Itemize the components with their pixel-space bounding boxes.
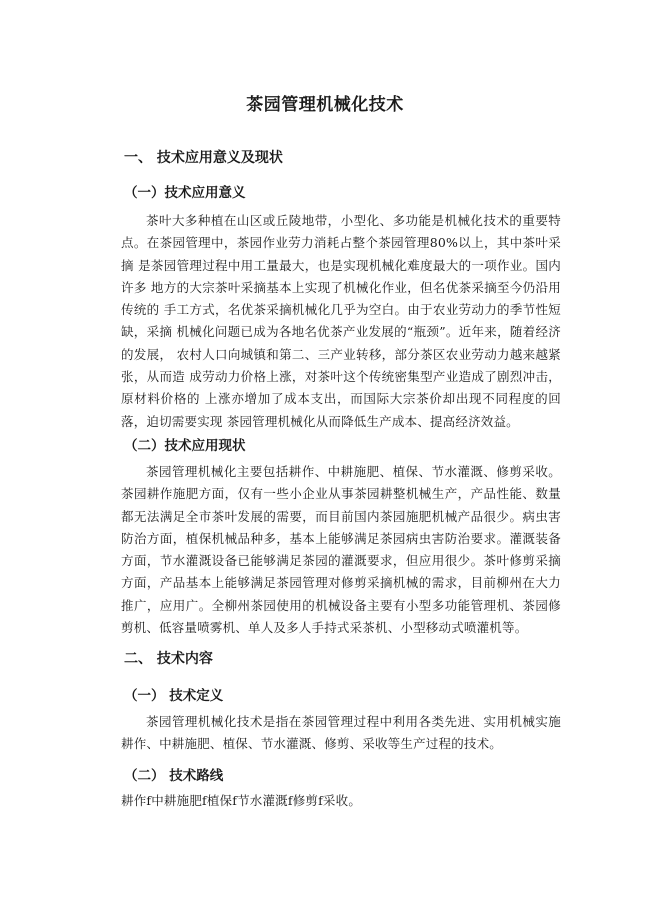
subsection-heading-route: （二） 技术路线 (124, 768, 224, 784)
subsection-heading-significance: （一）技术应用意义 (124, 185, 246, 201)
paragraph-status: 茶园管理机械化主要包括耕作、中耕施肥、植保、节水灌溉、修剪采收。茶园耕作施肥方面，仅有一些小企业从事茶园耕整机械生产，产品性能、数量都无法满足全市茶叶发展的需要，而目前国内茶园施肥机械产品很少。病虫害防治方面，植保机械品种多，基本上能够满足茶园病虫害防治要求。灌溉装备方面，节水灌溉设备已能够满足茶园的灌溉要求，但应用很少。茶叶修剪采摘方面，产品基本上能够满足茶园管理对修剪采摘机械的需求，目前柳州在大力推广，应用广。全柳州茶园使用的机械设备主要有小型多功能管理机、茶园修剪机、低容量喷雾机、单人及多人手持式采茶机、小型移动式喷灌机等。 (121, 464, 561, 636)
document-title: 茶园管理机械化技术 (246, 95, 404, 115)
subsection-heading-definition: （一） 技术定义 (124, 688, 224, 704)
section-heading-content: 二、 技术内容 (124, 651, 213, 667)
paragraph-definition: 茶园管理机械化技术是指在茶园管理过程中利用各类先进、实用机械实施耕作、中耕施肥、植保、节水灌溉、修剪、采收等生产过程的技术。 (121, 714, 561, 752)
section-heading-significance-status: 一、 技术应用意义及现状 (124, 150, 283, 166)
subsection-heading-status: （二）技术应用现状 (124, 438, 246, 454)
paragraph-significance: 茶叶大多种植在山区或丘陵地带，小型化、多功能是机械化技术的重要特 点。在茶园管理中，茶园作业劳力消耗占整个茶园管理80%以上，其中茶叶采摘 是茶园管理过程中用工量最大，也是实现机械化难度最大的一项作业。国内许多 地方的大宗茶叶采摘基本上实现了机械化作业，但名优茶采摘至今仍沿用传统的 手工方式，名优茶采摘机械化几乎为空白。由于农业劳动力的季节性短缺，采摘 机械化问题已成为各地名优茶产业发展的“瓶颈”。近年来，随着经济的发展， 农村人口向城镇和第二、三产业转移，部分茶区农业劳动力越来越紧张，从而造 成劳动力价格上涨，对茶叶这个传统密集型产业造成了剧烈冲击，原材料价格的 上涨亦增加了成本支出，而国际大宗茶价却出现不同程度的回落，迫切需要实现 茶园管理机械化从而降低生产成本、提高经济效益。 (121, 213, 561, 429)
paragraph-route: 耕作f中耕施肥f植保f节水灌溉f修剪f采收。 (121, 793, 362, 808)
